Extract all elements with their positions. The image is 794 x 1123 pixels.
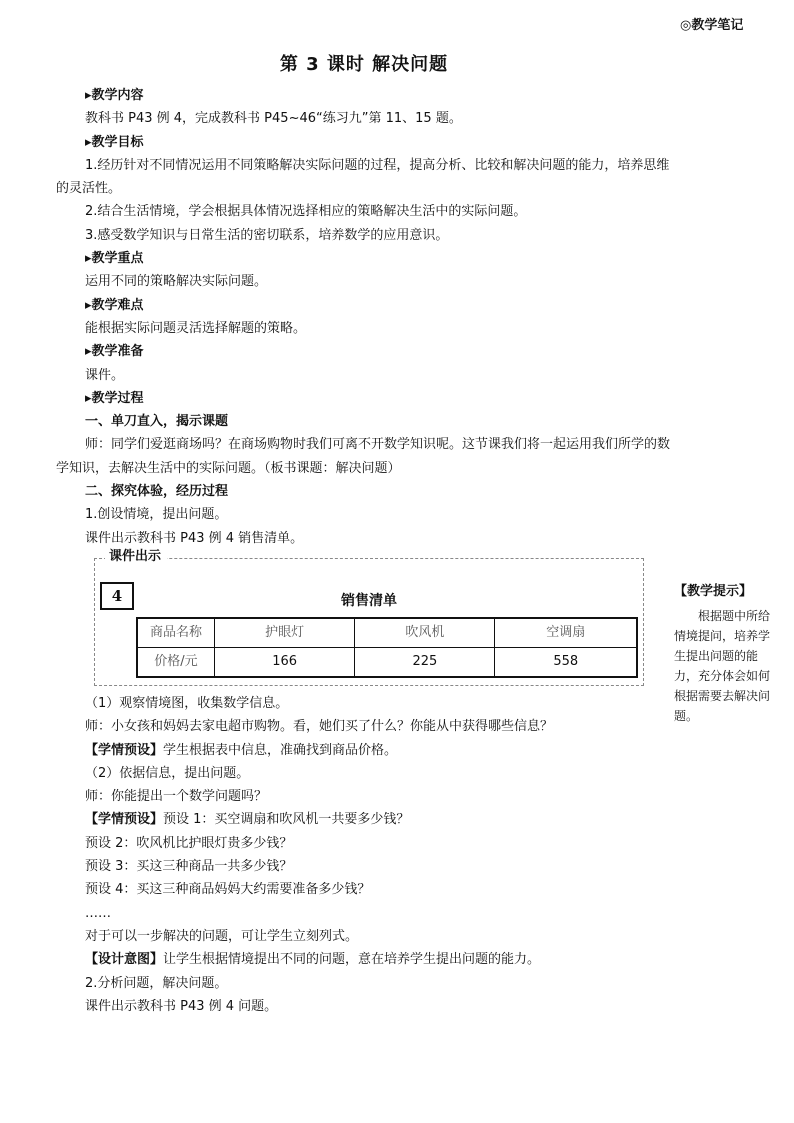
section-heading-content: ▸教学内容 — [85, 88, 144, 103]
table-cell: 空调扇 — [495, 618, 637, 648]
preset-text: 预设 1：买空调扇和吹风机一共要多少钱？ — [163, 812, 410, 828]
section-heading-process: ▸教学过程 — [85, 390, 144, 406]
section-heading-key-point: ▸教学重点 — [85, 251, 144, 267]
process-step1-intro: 课件出示教科书 P43 例 4 销售清单。 — [85, 530, 304, 546]
teaching-notes-label: ◎教学笔记 — [680, 18, 744, 33]
teacher-line: 师：小女孩和妈妈去家电超市购物。看，她们买了什么？你能从中获得哪些信息？ — [85, 719, 554, 735]
ellipsis: …… — [85, 905, 111, 921]
lesson-content — [56, 84, 676, 1018]
courseware-box — [94, 548, 644, 686]
teacher-line: 师：你能提出一个数学问题吗？ — [85, 789, 268, 805]
table-cell: 价格/元 — [137, 647, 215, 677]
page-title: 第 3 课时 解决问题 — [279, 54, 449, 75]
section-heading-preparation: ▸教学准备 — [85, 344, 144, 360]
design-tag: 【设计意图】 — [85, 952, 164, 968]
preset-line — [56, 739, 676, 762]
table-row — [137, 647, 637, 677]
preset-item: 预设 2：吹风机比护眼灯贵多少钱？ — [85, 835, 293, 851]
list-note: 对于可以一步解决的问题，可让学生立刻列式。 — [85, 928, 359, 944]
table-cell: 225 — [355, 647, 495, 677]
preset-tag: 【学情预设】 — [85, 812, 164, 828]
process-part2-heading: 二、探究体验，经历过程 — [85, 484, 229, 500]
sales-list-caption: 销售清单 — [341, 592, 397, 609]
objective-item: 2.结合生活情境，学会根据具体情况选择相应的策略解决生活中的实际问题。 — [85, 204, 527, 220]
section-text-preparation: 课件。 — [85, 367, 125, 383]
section-text-key-point: 运用不同的策略解决实际问题。 — [85, 274, 268, 290]
process-step2: 2.分析问题，解决问题。 — [85, 975, 228, 991]
teaching-tip-sidebar — [674, 582, 774, 726]
preset-line — [56, 808, 676, 831]
preset-item: 预设 4：买这三种商品妈妈大约需要准备多少钱？ — [85, 882, 371, 898]
section-text-content: 教科书 P43 例 4，完成教科书 P45~46“练习九”第 11、15 题。 — [85, 111, 462, 127]
table-cell: 护眼灯 — [215, 618, 355, 648]
example-number: 4 — [100, 582, 134, 610]
design-text: 让学生根据情境提出不同的问题，意在培养学生提出问题的能力。 — [163, 952, 541, 968]
sales-list-table — [136, 617, 638, 678]
preset-item: 预设 3：买这三种商品一共多少钱？ — [85, 859, 293, 875]
table-cell: 166 — [215, 647, 355, 677]
courseware-tab-label: 课件出示 — [105, 547, 167, 567]
preset-text: 学生根据表中信息，准确找到商品价格。 — [163, 742, 398, 758]
section-text-difficulty: 能根据实际问题灵活选择解题的策略。 — [85, 320, 307, 336]
table-cell: 吹风机 — [355, 618, 495, 648]
teaching-tip-text: 根据题中所给情境提问，培养学生提出问题的能力，充分体会如何根据需要去解决问题。 — [674, 609, 771, 723]
table-cell: 558 — [495, 647, 637, 677]
process-part1-text: 师：同学们爱逛商场吗？在商场购物时我们可离不开数学知识呢。这节课我们将一起运用我们所学的数学知识，去解决生活中的实际问题。（板书课题：解决问题） — [56, 437, 671, 476]
table-cell: 商品名称 — [137, 618, 215, 648]
process-part1-heading: 一、单刀直入，揭示课题 — [85, 414, 229, 430]
process-step1: 1.创设情境，提出问题。 — [85, 507, 228, 523]
design-line — [56, 948, 676, 971]
section-heading-difficulty: ▸教学难点 — [85, 297, 144, 313]
teaching-tip-title: 【教学提示】 — [674, 584, 753, 599]
observe-step: （1）观察情境图，收集数学信息。 — [85, 695, 289, 711]
process-step2-intro: 课件出示教科书 P43 例 4 问题。 — [85, 998, 278, 1014]
table-header-row — [137, 618, 637, 648]
raise-step: （2）依据信息，提出问题。 — [85, 765, 250, 781]
objective-item: 3.感受数学知识与日常生活的密切联系，培养数学的应用意识。 — [85, 227, 449, 243]
objective-item: 1.经历针对不同情况运用不同策略解决实际问题的过程，提高分析、比较和解决问题的能力，培养思维的灵活性。 — [56, 157, 670, 197]
preset-tag: 【学情预设】 — [85, 742, 164, 758]
section-heading-objectives: ▸教学目标 — [85, 134, 144, 150]
